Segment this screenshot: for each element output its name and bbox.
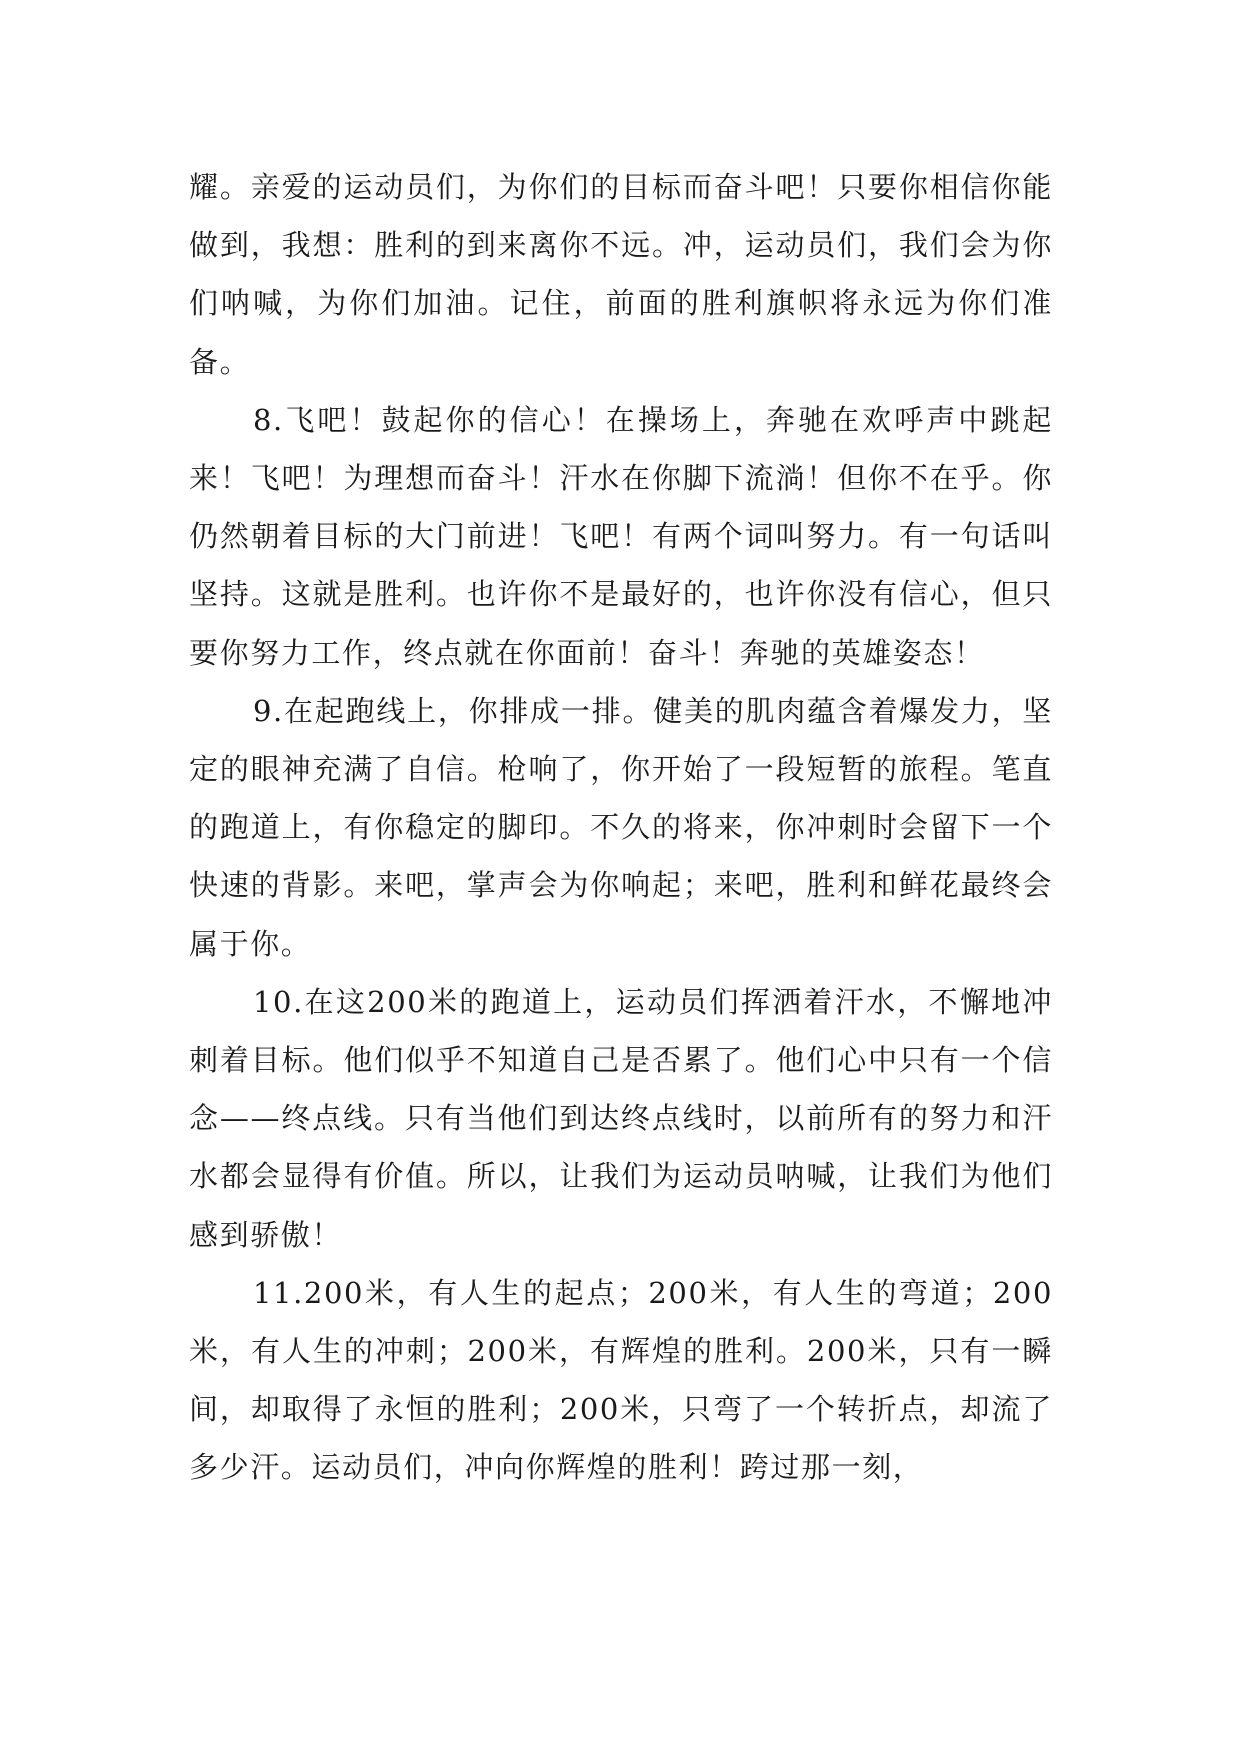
paragraph-item-11: 11.200米，有人生的起点；200米，有人生的弯道；200米，有人生的冲刺；200米，有辉煌的胜利。200米，只有一瞬间，却取得了永恒的胜利；200米，只弯了一个转折点，却流了多少汗。运动员们，冲向你辉煌的胜利！跨过那一刻， [189,1275,1053,1485]
document-body [189,158,1053,1497]
paragraph-continuation: 耀。亲爱的运动员们，为你们的目标而奋斗吧！只要你相信你能做到，我想：胜利的到来离你不远。冲，运动员们，我们会为你们呐喊，为你们加油。记住，前面的胜利旗帜将永远为你们准备。 [189,170,1053,379]
paragraph-item-9: 9.在起跑线上，你排成一排。健美的肌肉蕴含着爆发力，坚定的眼神充满了自信。枪响了，你开始了一段短暂的旅程。笔直的跑道上，有你稳定的脚印。不久的将来，你冲刺时会留下一个快速的背影。来吧，掌声会为你响起；来吧，胜利和鲜花最终会属于你。 [189,693,1053,961]
paragraph-item-8: 8.飞吧！鼓起你的信心！在操场上，奔驰在欢呼声中跳起来！飞吧！为理想而奋斗！汗水在你脚下流淌！但你不在乎。你仍然朝着目标的大门前进！飞吧！有两个词叫努力。有一句话叫坚持。这就是胜利。也许你不是最好的，也许你没有信心，但只要你努力工作，终点就在你面前！奋斗！奔驰的英雄姿态！ [189,402,1053,670]
paragraph-item-10: 10.在这200米的跑道上，运动员们挥洒着汗水，不懈地冲刺着目标。他们似乎不知道自己是否累了。他们心中只有一个信念——终点线。只有当他们到达终点线时，以前所有的努力和汗水都会显得有价值。所以，让我们为运动员呐喊，让我们为他们感到骄傲！ [189,984,1053,1252]
